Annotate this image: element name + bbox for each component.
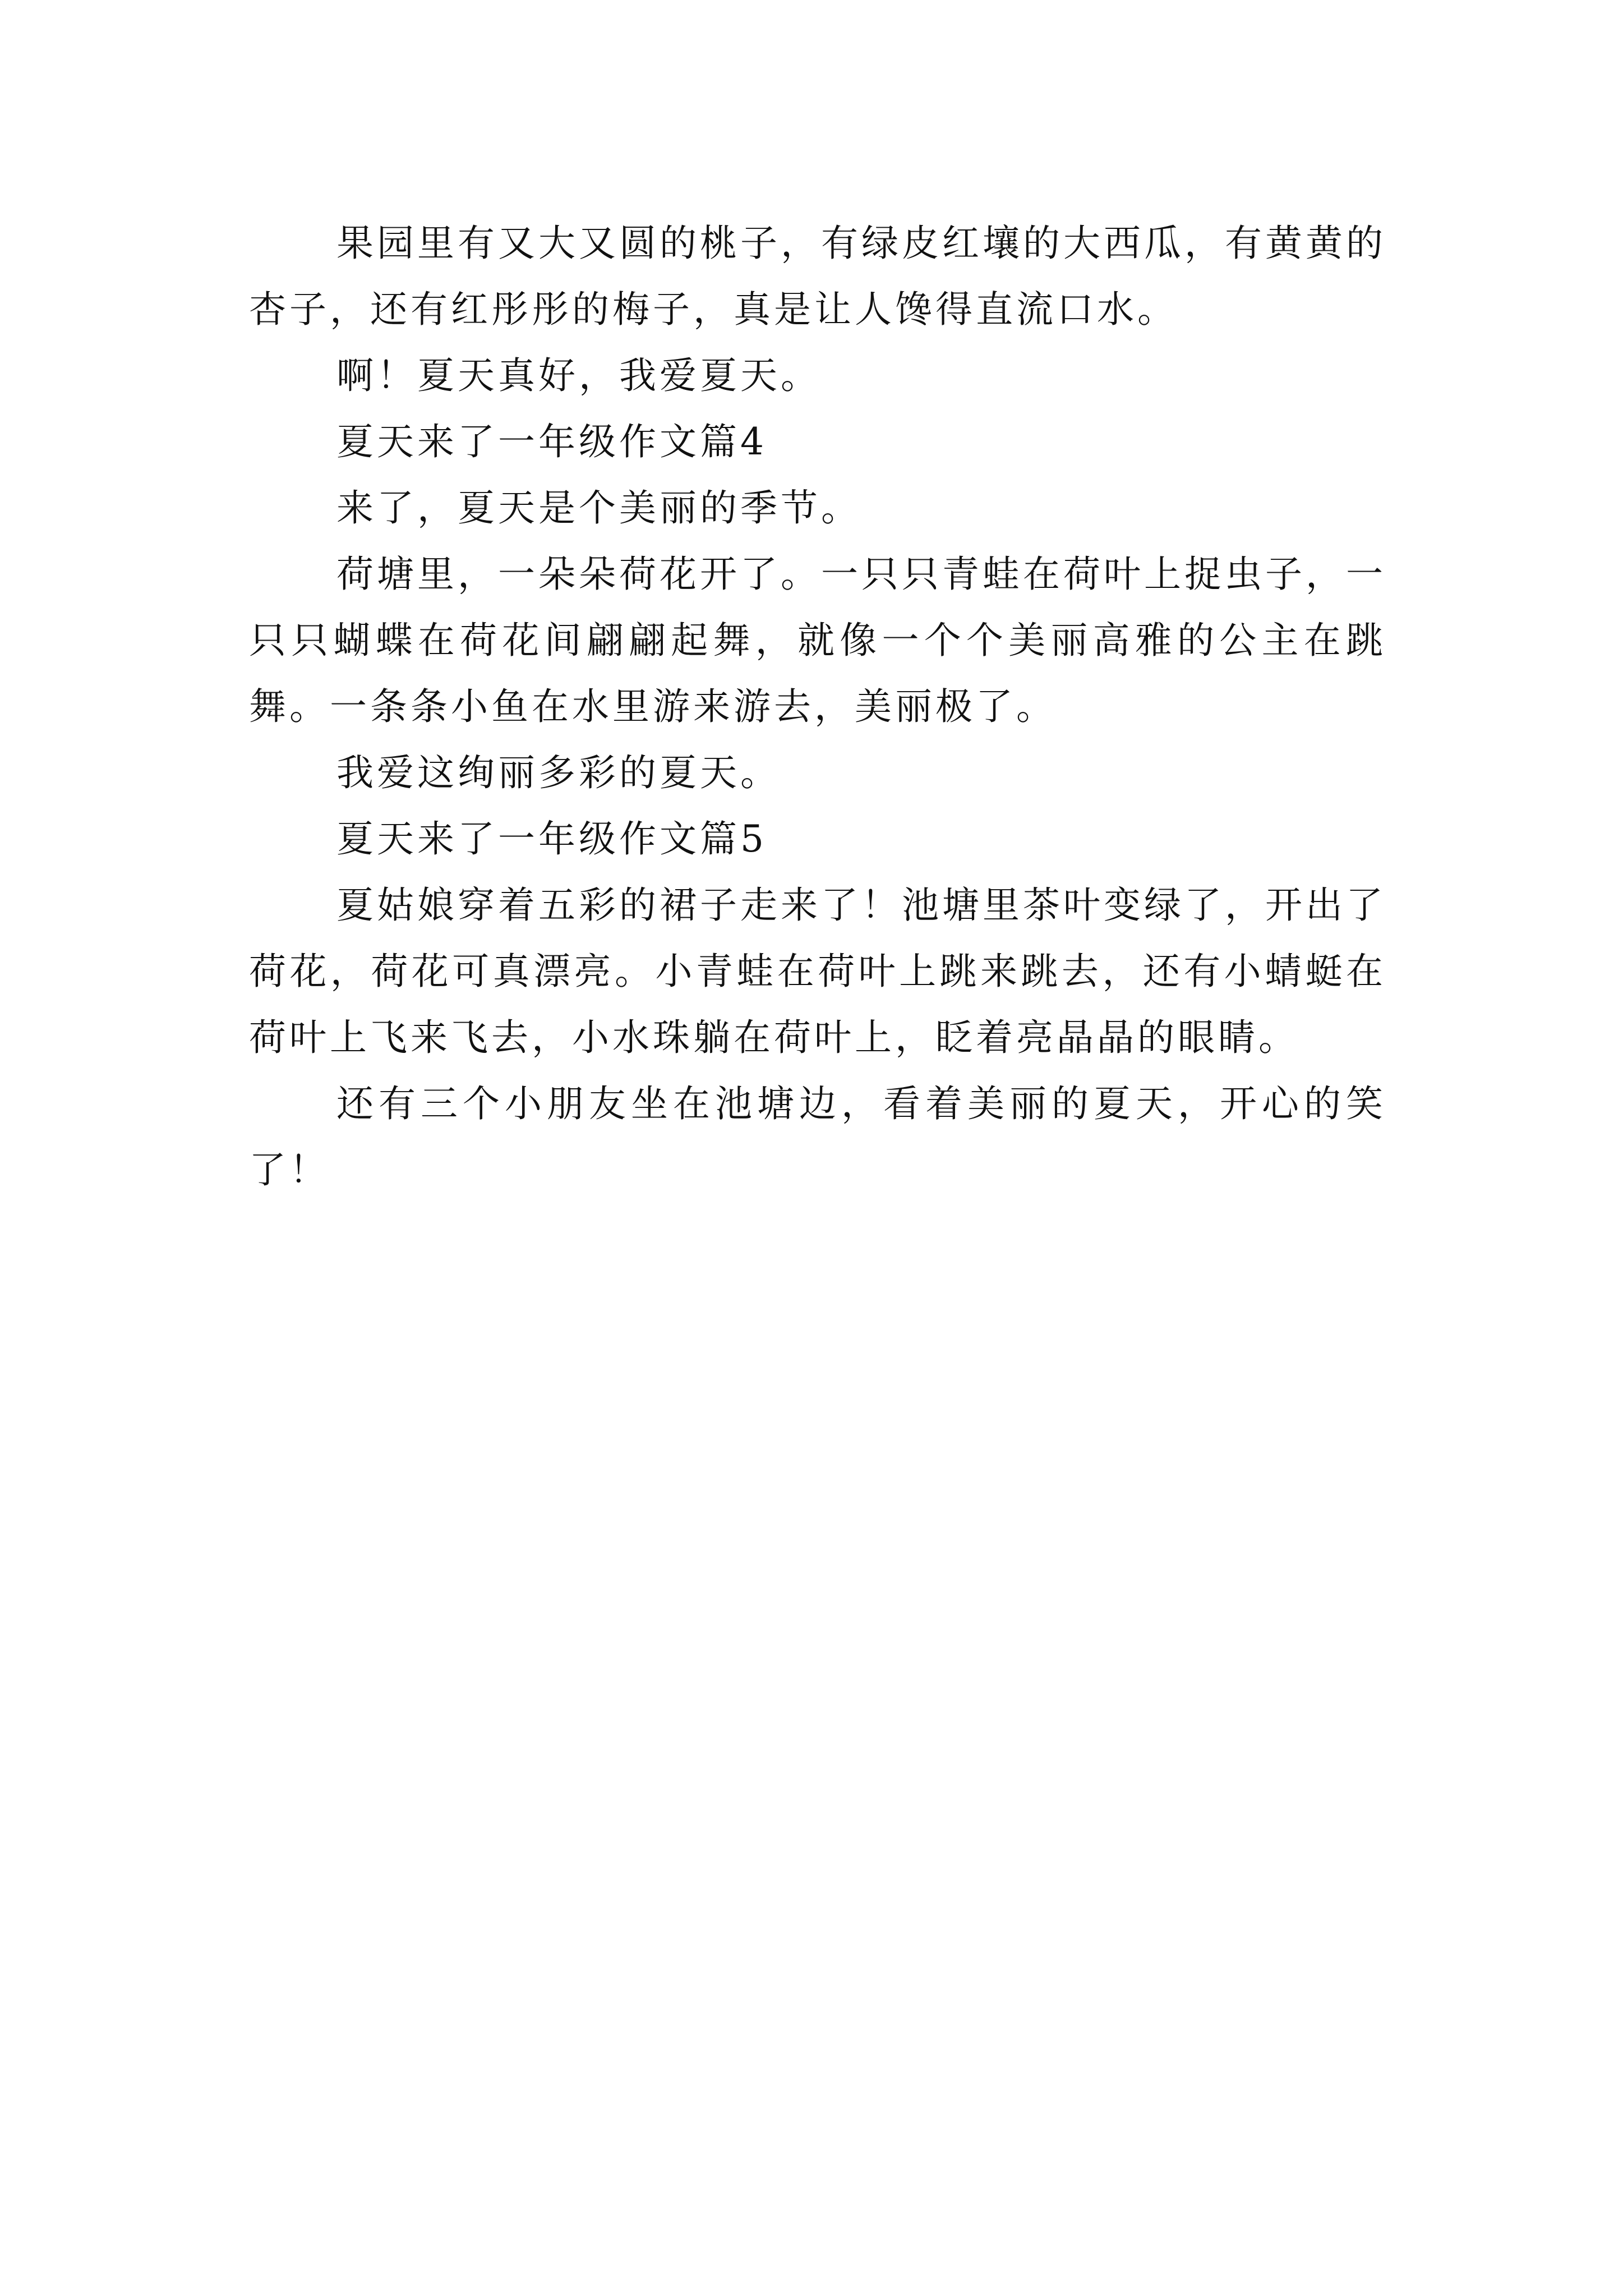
paragraph-children: 还有三个小朋友坐在池塘边，看着美丽的夏天，开心的笑了！ — [249, 1082, 1386, 1191]
document-body — [249, 210, 1386, 1203]
section-heading-5: 夏天来了一年级作文篇5 — [336, 817, 767, 861]
paragraph-love-summer: 啊！夏天真好，我爱夏天。 — [336, 354, 821, 397]
paragraph-orchard: 果园里有又大又圆的桃子，有绿皮红壤的大西瓜，有黄黄的杏子，还有红彤彤的梅子，真是让人馋得直流口水。 — [249, 222, 1386, 331]
paragraph-beautiful-season: 来了，夏天是个美丽的季节。 — [336, 486, 861, 530]
section-heading-4: 夏天来了一年级作文篇4 — [336, 420, 767, 463]
paragraph-summer-girl: 夏姑娘穿着五彩的裙子走来了！池塘里茶叶变绿了，开出了荷花，荷花可真漂亮。小青蛙在荷叶上跳来跳去，还有小蜻蜓在荷叶上飞来飞去，小水珠躺在荷叶上，眨着亮晶晶的眼睛。 — [249, 884, 1386, 1059]
paragraph-lotus-pond: 荷塘里，一朵朵荷花开了。一只只青蛙在荷叶上捉虫子，一只只蝴蝶在荷花间翩翩起舞，就像一个个美丽高雅的公主在跳舞。一条条小鱼在水里游来游去，美丽极了。 — [249, 553, 1386, 728]
paragraph-colorful-summer: 我爱这绚丽多彩的夏天。 — [336, 751, 781, 794]
